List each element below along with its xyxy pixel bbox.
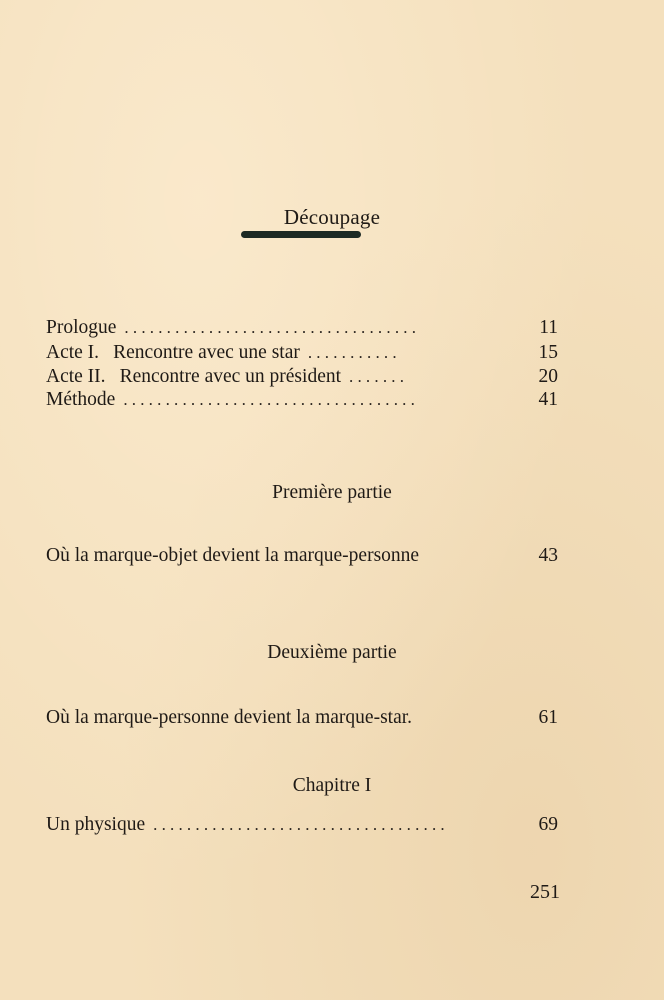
chapter-1-entry <box>46 813 558 837</box>
toc-label-subtitle: Rencontre avec une star <box>113 342 300 363</box>
toc-label <box>46 341 300 365</box>
dot-leader: ................................... <box>153 815 449 834</box>
toc-label-subtitle: Rencontre avec un président <box>119 366 342 387</box>
chapter-1-heading: Chapitre I <box>292 775 372 796</box>
title-wrap <box>0 204 664 230</box>
title-underline <box>241 231 361 238</box>
toc-page-number: 15 <box>538 342 558 363</box>
part-2-heading: Deuxième partie <box>267 642 397 663</box>
part-1-title: Où la marque-objet devient la marque-personne <box>46 545 420 566</box>
dot-leader: ................................... <box>123 390 420 409</box>
chapter-1-page-number: 69 <box>538 814 558 835</box>
page-title: Découpage <box>283 205 381 229</box>
toc-label <box>46 388 115 412</box>
part-2-title: Où la marque-personne devient la marque-star. <box>46 707 413 728</box>
toc-entry-prologue <box>46 316 558 340</box>
part-1-page-number: 43 <box>538 545 558 566</box>
toc-page-number: 11 <box>539 317 558 338</box>
dot-leader: ....... <box>349 367 409 386</box>
toc-page-number: 41 <box>538 389 558 410</box>
toc-label-text: Acte I. <box>46 342 100 363</box>
toc-label-text: Prologue <box>46 317 117 338</box>
dot-leader: ........... <box>307 343 401 362</box>
toc-entry-methode <box>46 388 558 412</box>
page-folio-number: 251 <box>530 881 560 903</box>
toc-page-number: 20 <box>538 366 558 387</box>
toc-entry-acte-2 <box>46 365 558 389</box>
part-1-heading: Première partie <box>272 482 392 503</box>
chapter-1-title: Un physique <box>46 814 146 835</box>
toc-entry-acte-1 <box>46 341 558 365</box>
toc-label-text: Méthode <box>46 389 116 410</box>
part-1-entry <box>46 544 558 568</box>
toc-label-text: Acte II. <box>46 366 106 387</box>
part-2-entry <box>46 706 558 730</box>
part-2-page-number: 61 <box>538 707 558 728</box>
dot-leader: ................................... <box>124 318 421 337</box>
toc-label <box>46 316 116 340</box>
toc-label <box>46 365 341 389</box>
